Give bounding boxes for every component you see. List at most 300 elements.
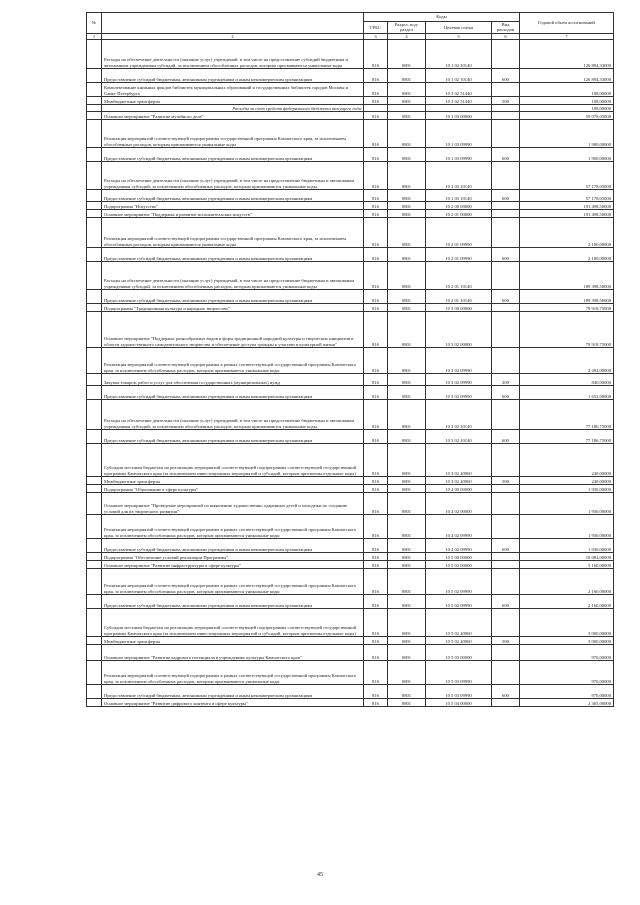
table-row bbox=[87, 190, 614, 202]
row-name: Предоставление субсидий бюджетным, автономным учреждениям и иным некоммерческим организациям bbox=[102, 685, 364, 699]
row-grbs: 816 bbox=[364, 374, 388, 386]
row-section: 0801 bbox=[388, 553, 426, 561]
row-name: Реализация мероприятий соответствующей подпрограммы государственной программы Камчатского края, за исключением обособленных расходов, которым присваиваются уникальные коды bbox=[102, 218, 364, 248]
row-vid bbox=[492, 120, 520, 148]
row-name: Подпрограмма "Образование в сфере культуры" bbox=[102, 485, 364, 493]
page-number: 45 bbox=[317, 872, 323, 878]
row-num bbox=[87, 637, 102, 645]
row-target: 10 4 02 00000 bbox=[426, 493, 492, 515]
row-vid bbox=[492, 400, 520, 430]
row-vid: 600 bbox=[492, 290, 520, 304]
row-grbs: 816 bbox=[364, 430, 388, 444]
row-grbs bbox=[364, 105, 388, 112]
row-target: 10 1 02 51440 bbox=[426, 83, 492, 97]
row-target: 10 5 02 40060 bbox=[426, 609, 492, 637]
row-name: Основное мероприятие "Развитие музейного дела" bbox=[102, 112, 364, 120]
table-row bbox=[87, 400, 614, 430]
table-row bbox=[87, 97, 614, 105]
row-target: 10 1 02 10140 bbox=[426, 40, 492, 69]
row-amount: 1 900,00000 bbox=[520, 120, 614, 148]
row-target: 10 5 03 09990 bbox=[426, 661, 492, 685]
row-vid bbox=[492, 515, 520, 539]
row-grbs: 816 bbox=[364, 248, 388, 262]
row-name: Предоставление субсидий бюджетным, автономным учреждениям и иным некоммерческим организациям bbox=[102, 595, 364, 609]
header-name bbox=[102, 13, 364, 34]
column-number: 4 bbox=[388, 33, 426, 39]
table-row bbox=[87, 120, 614, 148]
row-grbs: 816 bbox=[364, 262, 388, 290]
table-row bbox=[87, 105, 614, 112]
table-row bbox=[87, 685, 614, 699]
row-num bbox=[87, 386, 102, 400]
row-grbs: 816 bbox=[364, 553, 388, 561]
row-num bbox=[87, 148, 102, 162]
row-num bbox=[87, 262, 102, 290]
row-name: Подпрограмма "Искусство" bbox=[102, 202, 364, 210]
row-target: 10 5 00 00000 bbox=[426, 553, 492, 561]
row-num bbox=[87, 661, 102, 685]
row-amount: 59 078,05000 bbox=[520, 112, 614, 120]
row-num bbox=[87, 218, 102, 248]
row-amount: 79 918,75000 bbox=[520, 312, 614, 348]
row-target: 10 3 02 10140 bbox=[426, 430, 492, 444]
row-amount: 189 398,50000 bbox=[520, 290, 614, 304]
row-num bbox=[87, 485, 102, 493]
table-row bbox=[87, 202, 614, 210]
row-vid: 600 bbox=[492, 430, 520, 444]
row-vid bbox=[492, 40, 520, 69]
row-amount: 1 900,00000 bbox=[520, 148, 614, 162]
row-grbs: 816 bbox=[364, 386, 388, 400]
row-grbs: 816 bbox=[364, 539, 388, 553]
row-section: 0801 bbox=[388, 661, 426, 685]
row-grbs: 816 bbox=[364, 515, 388, 539]
row-target: 10 1 03 10140 bbox=[426, 190, 492, 202]
row-target bbox=[426, 105, 492, 112]
row-grbs: 816 bbox=[364, 290, 388, 304]
row-target: 10 1 03 10140 bbox=[426, 162, 492, 190]
row-name: Реализация мероприятий соответствующей подпрограммы в рамках соответствующей государственной программы Камчатского края, за исключением обособленных расходов, которым присваиваются уникальные коды bbox=[102, 569, 364, 595]
row-grbs: 816 bbox=[364, 493, 388, 515]
row-section bbox=[388, 105, 426, 112]
row-num bbox=[87, 312, 102, 348]
row-grbs: 816 bbox=[364, 304, 388, 312]
row-amount: 240,00000 bbox=[520, 477, 614, 485]
header-amount: Годовой объем ассигнований bbox=[520, 13, 614, 34]
row-section: 0801 bbox=[388, 148, 426, 162]
row-num bbox=[87, 83, 102, 97]
row-target: 10 2 01 00000 bbox=[426, 210, 492, 218]
row-name: Предоставление субсидий бюджетным, автономным учреждениям и иным некоммерческим организациям bbox=[102, 386, 364, 400]
row-vid bbox=[492, 493, 520, 515]
row-name: Основное мероприятие "Развитие кадрового потенциала в учреждениях культуры Камчатского края" bbox=[102, 645, 364, 661]
column-number: 3 bbox=[364, 33, 388, 39]
row-section: 0801 bbox=[388, 290, 426, 304]
row-amount: 3 000,00000 bbox=[520, 609, 614, 637]
header-target: Целевая статья bbox=[426, 22, 492, 34]
row-name: Субсидии местным бюджетам на реализацию мероприятий соответствующей подпрограммы соответствующей государственной программы Камчатского края (за исключением инвестиционных мероприятий и субсидий, которым присвоены отдельные коды) bbox=[102, 609, 364, 637]
row-amount: 970,00000 bbox=[520, 645, 614, 661]
row-amount: 77 186,75000 bbox=[520, 400, 614, 430]
row-grbs: 816 bbox=[364, 69, 388, 83]
row-amount: 108,00000 bbox=[520, 83, 614, 97]
row-vid bbox=[492, 645, 520, 661]
row-target: 10 2 01 10140 bbox=[426, 262, 492, 290]
table-row bbox=[87, 148, 614, 162]
row-section: 0801 bbox=[388, 493, 426, 515]
table-row bbox=[87, 493, 614, 515]
table-row bbox=[87, 262, 614, 290]
row-grbs: 816 bbox=[364, 485, 388, 493]
header-codes: Коды bbox=[364, 13, 520, 22]
table-row bbox=[87, 645, 614, 661]
row-name: Межбюджетные трансферты bbox=[102, 477, 364, 485]
row-section: 0801 bbox=[388, 561, 426, 569]
row-name: Основное мероприятие "Проведение мероприятий по выявлению художественно одаренных детей и молодежи по созданию условий для их творческого развития" bbox=[102, 493, 364, 515]
row-name: Субсидии местным бюджетам на реализацию мероприятий соответствующей подпрограммы соответствующей государственной программы Камчатского края (за исключением инвестиционных мероприятий и субсидий, которым присвоены отдельные коды) bbox=[102, 444, 364, 477]
row-vid bbox=[492, 553, 520, 561]
row-target: 10 2 01 09990 bbox=[426, 248, 492, 262]
row-amount: 970,00000 bbox=[520, 661, 614, 685]
row-vid bbox=[492, 348, 520, 374]
row-grbs: 816 bbox=[364, 210, 388, 218]
row-num bbox=[87, 553, 102, 561]
row-name: Реализация мероприятий соответствующей подпрограммы в рамках соответствующей государственной программы Камчатского края, за исключением обособленных расходов, которым присваиваются уникальные коды bbox=[102, 515, 364, 539]
table-row bbox=[87, 609, 614, 637]
table-row bbox=[87, 569, 614, 595]
row-section: 0801 bbox=[388, 386, 426, 400]
table-row bbox=[87, 553, 614, 561]
table-row bbox=[87, 699, 614, 707]
table-header-row bbox=[87, 13, 614, 22]
row-vid: 500 bbox=[492, 637, 520, 645]
row-vid bbox=[492, 569, 520, 595]
row-amount: 2 160,00000 bbox=[520, 569, 614, 595]
row-grbs: 816 bbox=[364, 477, 388, 485]
row-amount: 108,00000 bbox=[520, 105, 614, 112]
row-amount: 970,00000 bbox=[520, 685, 614, 699]
row-section: 0801 bbox=[388, 637, 426, 645]
row-vid bbox=[492, 105, 520, 112]
row-num bbox=[87, 539, 102, 553]
row-section: 0801 bbox=[388, 609, 426, 637]
row-num bbox=[87, 699, 102, 707]
row-grbs: 816 bbox=[364, 609, 388, 637]
row-num bbox=[87, 120, 102, 148]
row-section: 0801 bbox=[388, 569, 426, 595]
row-num bbox=[87, 248, 102, 262]
row-target: 10 4 02 09990 bbox=[426, 539, 492, 553]
column-number: 2 bbox=[102, 33, 364, 39]
row-grbs: 816 bbox=[364, 661, 388, 685]
table-row bbox=[87, 661, 614, 685]
row-grbs: 816 bbox=[364, 699, 388, 707]
row-num bbox=[87, 477, 102, 485]
row-section: 0801 bbox=[388, 262, 426, 290]
row-amount: 1 930,00000 bbox=[520, 515, 614, 539]
row-target: 10 4 02 09990 bbox=[426, 515, 492, 539]
row-vid bbox=[492, 312, 520, 348]
row-amount: 2 160,00000 bbox=[520, 595, 614, 609]
row-amount: 189 398,50000 bbox=[520, 262, 614, 290]
row-vid: 600 bbox=[492, 190, 520, 202]
row-num bbox=[87, 112, 102, 120]
row-target: 10 1 02 51440 bbox=[426, 97, 492, 105]
row-vid bbox=[492, 202, 520, 210]
row-section: 0801 bbox=[388, 374, 426, 386]
row-grbs: 816 bbox=[364, 348, 388, 374]
row-name: Основное мероприятие "Развитие цифрового контента в сфере культуры" bbox=[102, 699, 364, 707]
row-num bbox=[87, 609, 102, 637]
row-section: 0801 bbox=[388, 112, 426, 120]
row-num bbox=[87, 430, 102, 444]
row-name: Предоставление субсидий бюджетным, автономным учреждениям и иным некоммерческим организациям bbox=[102, 290, 364, 304]
row-target: 10 3 02 09990 bbox=[426, 348, 492, 374]
row-name: Предоставление субсидий бюджетным, автономным учреждениям и иным некоммерческим организациям bbox=[102, 430, 364, 444]
row-name: Межбюджетные трансферты bbox=[102, 637, 364, 645]
row-num bbox=[87, 569, 102, 595]
row-section: 0801 bbox=[388, 40, 426, 69]
table-row bbox=[87, 515, 614, 539]
row-section: 0801 bbox=[388, 304, 426, 312]
row-vid bbox=[492, 304, 520, 312]
table-row bbox=[87, 637, 614, 645]
row-vid: 600 bbox=[492, 539, 520, 553]
row-grbs: 816 bbox=[364, 202, 388, 210]
table-body bbox=[87, 40, 614, 707]
row-section: 0801 bbox=[388, 248, 426, 262]
header-grbs: ГРБС bbox=[364, 22, 388, 34]
table-row bbox=[87, 561, 614, 569]
row-amount: 2 492,00000 bbox=[520, 348, 614, 374]
row-vid: 600 bbox=[492, 595, 520, 609]
table-row bbox=[87, 290, 614, 304]
row-target: 10 1 03 00000 bbox=[426, 112, 492, 120]
budget-table bbox=[86, 12, 614, 707]
row-target: 10 3 02 40060 bbox=[426, 444, 492, 477]
table-row bbox=[87, 595, 614, 609]
table-row bbox=[87, 348, 614, 374]
row-vid: 500 bbox=[492, 97, 520, 105]
column-number: 6 bbox=[492, 33, 520, 39]
row-target: 10 5 02 09990 bbox=[426, 569, 492, 595]
row-name: Основное мероприятие "Поддержка разнообразных видов и форм традиционной народной культуры и творческих инициатив в области художественного самодеятельного творчества и обеспечение доступа граждан к участию в культурной жизни" bbox=[102, 312, 364, 348]
row-target: 10 5 02 09990 bbox=[426, 595, 492, 609]
row-vid bbox=[492, 112, 520, 120]
table-row bbox=[87, 248, 614, 262]
row-num bbox=[87, 374, 102, 386]
row-target: 10 1 03 09990 bbox=[426, 120, 492, 148]
row-amount: 79 918,75000 bbox=[520, 304, 614, 312]
row-grbs: 816 bbox=[364, 569, 388, 595]
row-target: 10 1 03 09990 bbox=[426, 148, 492, 162]
row-grbs: 816 bbox=[364, 40, 388, 69]
row-num bbox=[87, 493, 102, 515]
row-section: 0801 bbox=[388, 444, 426, 477]
row-section: 0801 bbox=[388, 202, 426, 210]
row-grbs: 816 bbox=[364, 312, 388, 348]
row-grbs: 816 bbox=[364, 162, 388, 190]
row-num bbox=[87, 105, 102, 112]
row-section: 0801 bbox=[388, 477, 426, 485]
table-row bbox=[87, 304, 614, 312]
row-name: Расходы на обеспечение деятельности (оказание услуг) учреждений, в том числе на предоставление бюджетным и автономным учреждениям субсидий, за исключением обособленных расходов, которым присваиваются уникальные коды bbox=[102, 262, 364, 290]
row-name: Реализация мероприятий соответствующей подпрограммы государственной программы Камчатского края, за исключением обособленных расходов, которым присваиваются уникальные коды bbox=[102, 120, 364, 148]
row-amount: 77 186,75000 bbox=[520, 430, 614, 444]
row-vid bbox=[492, 210, 520, 218]
table-row bbox=[87, 69, 614, 83]
row-section: 0801 bbox=[388, 430, 426, 444]
row-num bbox=[87, 444, 102, 477]
row-num bbox=[87, 202, 102, 210]
row-target: 10 5 02 40060 bbox=[426, 637, 492, 645]
row-amount: 1 930,00000 bbox=[520, 539, 614, 553]
row-num bbox=[87, 304, 102, 312]
row-section: 0801 bbox=[388, 190, 426, 202]
row-amount: 57 178,05000 bbox=[520, 162, 614, 190]
row-amount: 57 178,05000 bbox=[520, 190, 614, 202]
row-section: 0801 bbox=[388, 699, 426, 707]
row-target: 10 3 02 09990 bbox=[426, 386, 492, 400]
row-section: 0801 bbox=[388, 515, 426, 539]
row-target: 10 2 00 00000 bbox=[426, 202, 492, 210]
row-amount: 2 100,00000 bbox=[520, 248, 614, 262]
row-grbs: 816 bbox=[364, 400, 388, 430]
row-target: 10 5 04 00000 bbox=[426, 699, 492, 707]
row-name: Расходы на обеспечение деятельности (оказание услуг) учреждений, в том числе на предоставление субсидий бюджетным и автономным учреждениям субсидий, за исключением обособленных расходов, которым присваиваются уникальные коды bbox=[102, 40, 364, 69]
row-target: 10 5 02 00000 bbox=[426, 561, 492, 569]
row-name: Основное мероприятие "Поддержка и развитие исполнительских искусств" bbox=[102, 210, 364, 218]
table-row bbox=[87, 539, 614, 553]
table-row bbox=[87, 386, 614, 400]
row-num bbox=[87, 561, 102, 569]
row-section: 0801 bbox=[388, 645, 426, 661]
row-vid bbox=[492, 262, 520, 290]
row-grbs: 816 bbox=[364, 685, 388, 699]
row-num bbox=[87, 348, 102, 374]
row-section: 0801 bbox=[388, 539, 426, 553]
table-row bbox=[87, 40, 614, 69]
row-target: 10 3 02 10140 bbox=[426, 400, 492, 430]
row-target: 10 5 03 09990 bbox=[426, 685, 492, 699]
row-amount: 10 082,00000 bbox=[520, 553, 614, 561]
row-grbs: 816 bbox=[364, 97, 388, 105]
row-vid: 600 bbox=[492, 248, 520, 262]
row-vid bbox=[492, 485, 520, 493]
row-grbs: 816 bbox=[364, 148, 388, 162]
row-num bbox=[87, 69, 102, 83]
row-grbs: 816 bbox=[364, 444, 388, 477]
row-amount: 126 894,33000 bbox=[520, 40, 614, 69]
header-section: Раздел, под-раздел bbox=[388, 22, 426, 34]
row-vid: 600 bbox=[492, 386, 520, 400]
row-grbs: 816 bbox=[364, 112, 388, 120]
row-amount: 2 100,00000 bbox=[520, 218, 614, 248]
row-target: 10 5 03 00000 bbox=[426, 645, 492, 661]
row-num bbox=[87, 162, 102, 190]
row-vid bbox=[492, 561, 520, 569]
row-target: 10 3 02 09990 bbox=[426, 374, 492, 386]
table-row bbox=[87, 83, 614, 97]
row-vid bbox=[492, 699, 520, 707]
row-section: 0801 bbox=[388, 83, 426, 97]
row-section: 0801 bbox=[388, 218, 426, 248]
row-target: 10 4 00 00000 bbox=[426, 485, 492, 493]
table-row bbox=[87, 374, 614, 386]
row-name: Предоставление субсидий бюджетным, автономным учреждениям и иным некоммерческим организациям bbox=[102, 190, 364, 202]
row-name: Реализация мероприятий соответствующей подпрограммы в рамках соответствующей государственной программы Камчатского края, за исключением обособленных расходов, которым присваиваются уникальные коды bbox=[102, 348, 364, 374]
row-grbs: 816 bbox=[364, 83, 388, 97]
row-section: 0801 bbox=[388, 595, 426, 609]
row-amount: 1 930,00000 bbox=[520, 485, 614, 493]
row-section: 0801 bbox=[388, 348, 426, 374]
row-vid: 600 bbox=[492, 685, 520, 699]
row-name: Расходы за счет средств федерального бюджета текущего года bbox=[102, 105, 364, 112]
table-row bbox=[87, 477, 614, 485]
row-num bbox=[87, 595, 102, 609]
row-num bbox=[87, 97, 102, 105]
row-target: 10 3 02 40060 bbox=[426, 477, 492, 485]
row-name: Предоставление субсидий бюджетным, автономным учреждениям и иным некоммерческим организациям bbox=[102, 539, 364, 553]
row-target: 10 3 02 00000 bbox=[426, 312, 492, 348]
row-name: Подпрограмма "Обеспечение условий реализации Программы" bbox=[102, 553, 364, 561]
row-section: 0801 bbox=[388, 120, 426, 148]
row-name: Предоставление субсидий бюджетным, автономным учреждениям и иным некоммерческим организациям bbox=[102, 248, 364, 262]
table-row bbox=[87, 444, 614, 477]
row-amount: 191 498,50000 bbox=[520, 210, 614, 218]
row-amount: 5 160,00000 bbox=[520, 561, 614, 569]
row-grbs: 816 bbox=[364, 637, 388, 645]
header-vid: Вид расходов bbox=[492, 22, 520, 34]
table-row bbox=[87, 162, 614, 190]
row-num bbox=[87, 290, 102, 304]
row-vid bbox=[492, 162, 520, 190]
budget-table-container bbox=[86, 12, 613, 707]
table-row bbox=[87, 312, 614, 348]
row-grbs: 816 bbox=[364, 645, 388, 661]
table-row bbox=[87, 218, 614, 248]
row-num bbox=[87, 400, 102, 430]
row-vid bbox=[492, 661, 520, 685]
table-row bbox=[87, 210, 614, 218]
row-target: 10 1 02 10140 bbox=[426, 69, 492, 83]
row-grbs: 816 bbox=[364, 120, 388, 148]
header-num: № bbox=[87, 13, 102, 34]
row-amount: 3 000,00000 bbox=[520, 637, 614, 645]
row-section: 0801 bbox=[388, 685, 426, 699]
row-vid: 600 bbox=[492, 69, 520, 83]
row-num bbox=[87, 645, 102, 661]
row-target: 10 2 01 09990 bbox=[426, 218, 492, 248]
row-amount: 191 498,50000 bbox=[520, 202, 614, 210]
row-vid: 600 bbox=[492, 148, 520, 162]
row-section: 0801 bbox=[388, 485, 426, 493]
row-section: 0801 bbox=[388, 97, 426, 105]
row-amount: 108,00000 bbox=[520, 97, 614, 105]
row-section: 0801 bbox=[388, 400, 426, 430]
row-grbs: 816 bbox=[364, 561, 388, 569]
row-vid: 500 bbox=[492, 477, 520, 485]
row-name: Расходы на обеспечение деятельности (оказание услуг) учреждений, в том числе на предоставление бюджетным и автономным учреждениям субсидий, за исключением обособленных расходов, которым присваиваются уникальные коды bbox=[102, 162, 364, 190]
row-section: 0801 bbox=[388, 312, 426, 348]
row-vid bbox=[492, 444, 520, 477]
row-num bbox=[87, 210, 102, 218]
column-number: 5 bbox=[426, 33, 492, 39]
row-name: Подпрограмма "Традиционная культура и народное творчество" bbox=[102, 304, 364, 312]
row-num bbox=[87, 685, 102, 699]
row-vid bbox=[492, 609, 520, 637]
row-name: Основное мероприятие "Развитие инфраструктуры в сфере культуры" bbox=[102, 561, 364, 569]
